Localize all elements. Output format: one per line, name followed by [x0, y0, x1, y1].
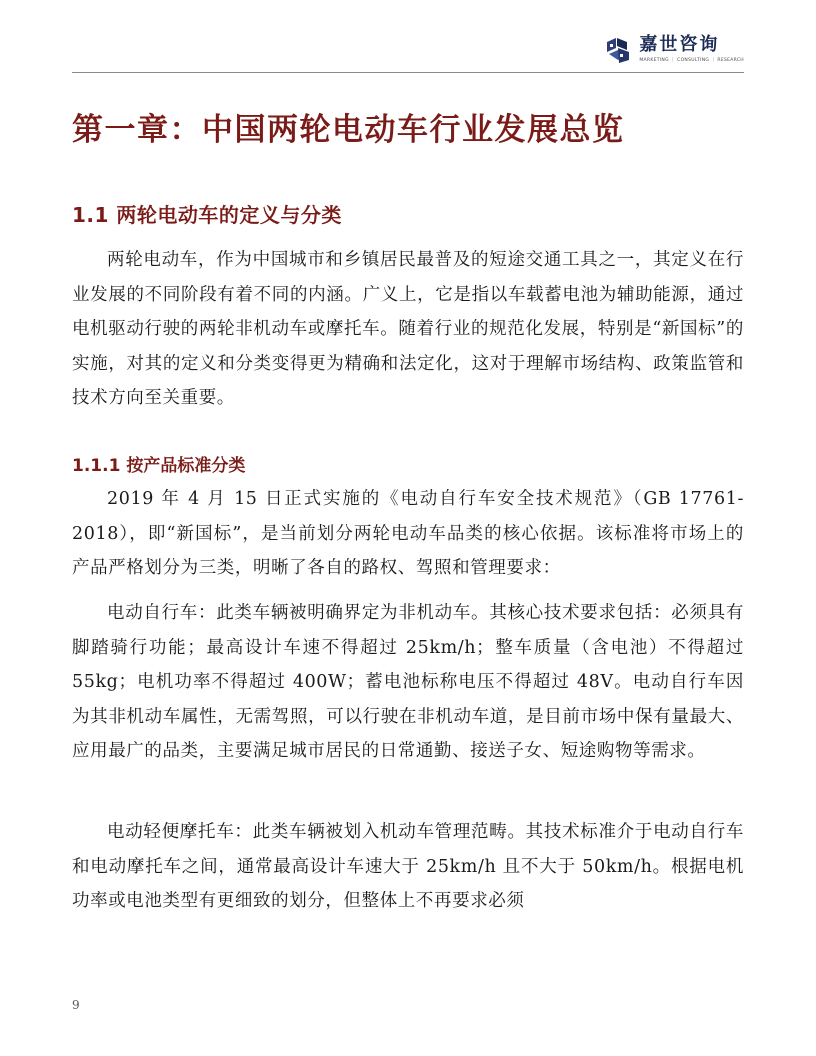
- paragraph-e-bicycle: 电动自行车：此类车辆被明确界定为非机动车。其核心技术要求包括：必须具有脚踏骑行功能；最高设计车速不得超过 25km/h；整车质量（含电池）不得超过 55kg；电机功率不得超过 400W；蓄电池标称电压不得超过 48V。电动自行车因为其非机动车属性，无需驾照，可以行驶在非机动车道，是目前市场中保有量最大、应用最广的品类，主要满足城市居民的日常通勤、接送子女、短途购物等需求。: [72, 603, 744, 761]
- page-number: 9: [72, 998, 80, 1012]
- brand-logo-icon: [603, 34, 633, 64]
- subsection-title: 1.1.1 按产品标准分类: [72, 456, 246, 476]
- brand-text: [639, 35, 744, 63]
- chapter-title: 第一章：中国两轮电动车行业发展总览: [72, 112, 625, 148]
- page-header: [72, 28, 744, 72]
- paragraph-definition: 两轮电动车，作为中国城市和乡镇居民最普及的短途交通工具之一，其定义在行业发展的不同阶段有着不同的内涵。广义上，它是指以车载蓄电池为辅助能源，通过电机驱动行驶的两轮非机动车或摩托车。随着行业的规范化发展，特别是“新国标”的实施，对其的定义和分类变得更为精确和法定化，这对于理解市场结构、政策监管和技术方向至关重要。: [72, 250, 744, 408]
- header-divider: [72, 72, 744, 73]
- brand-logo: [603, 34, 744, 64]
- paragraph-e-moped: 电动轻便摩托车：此类车辆被划入机动车管理范畴。其技术标准介于电动自行车和电动摩托车之间，通常最高设计车速大于 25km/h 且不大于 50km/h。根据电机功率或电池类型有更细致的划分，但整体上不再要求必须: [72, 822, 744, 911]
- brand-name: 嘉世咨询: [639, 34, 720, 55]
- brand-tagline: MARKETING ｜ CONSULTING ｜ RESEARCH: [639, 58, 744, 63]
- paragraph-standard: 2019 年 4 月 15 日正式实施的《电动自行车安全技术规范》（GB 17761-2018），即“新国标”，是当前划分两轮电动车品类的核心依据。该标准将市场上的产品严格划分为三类，明晰了各自的路权、驾照和管理要求：: [72, 489, 744, 578]
- section-title: 1.1 两轮电动车的定义与分类: [72, 203, 342, 227]
